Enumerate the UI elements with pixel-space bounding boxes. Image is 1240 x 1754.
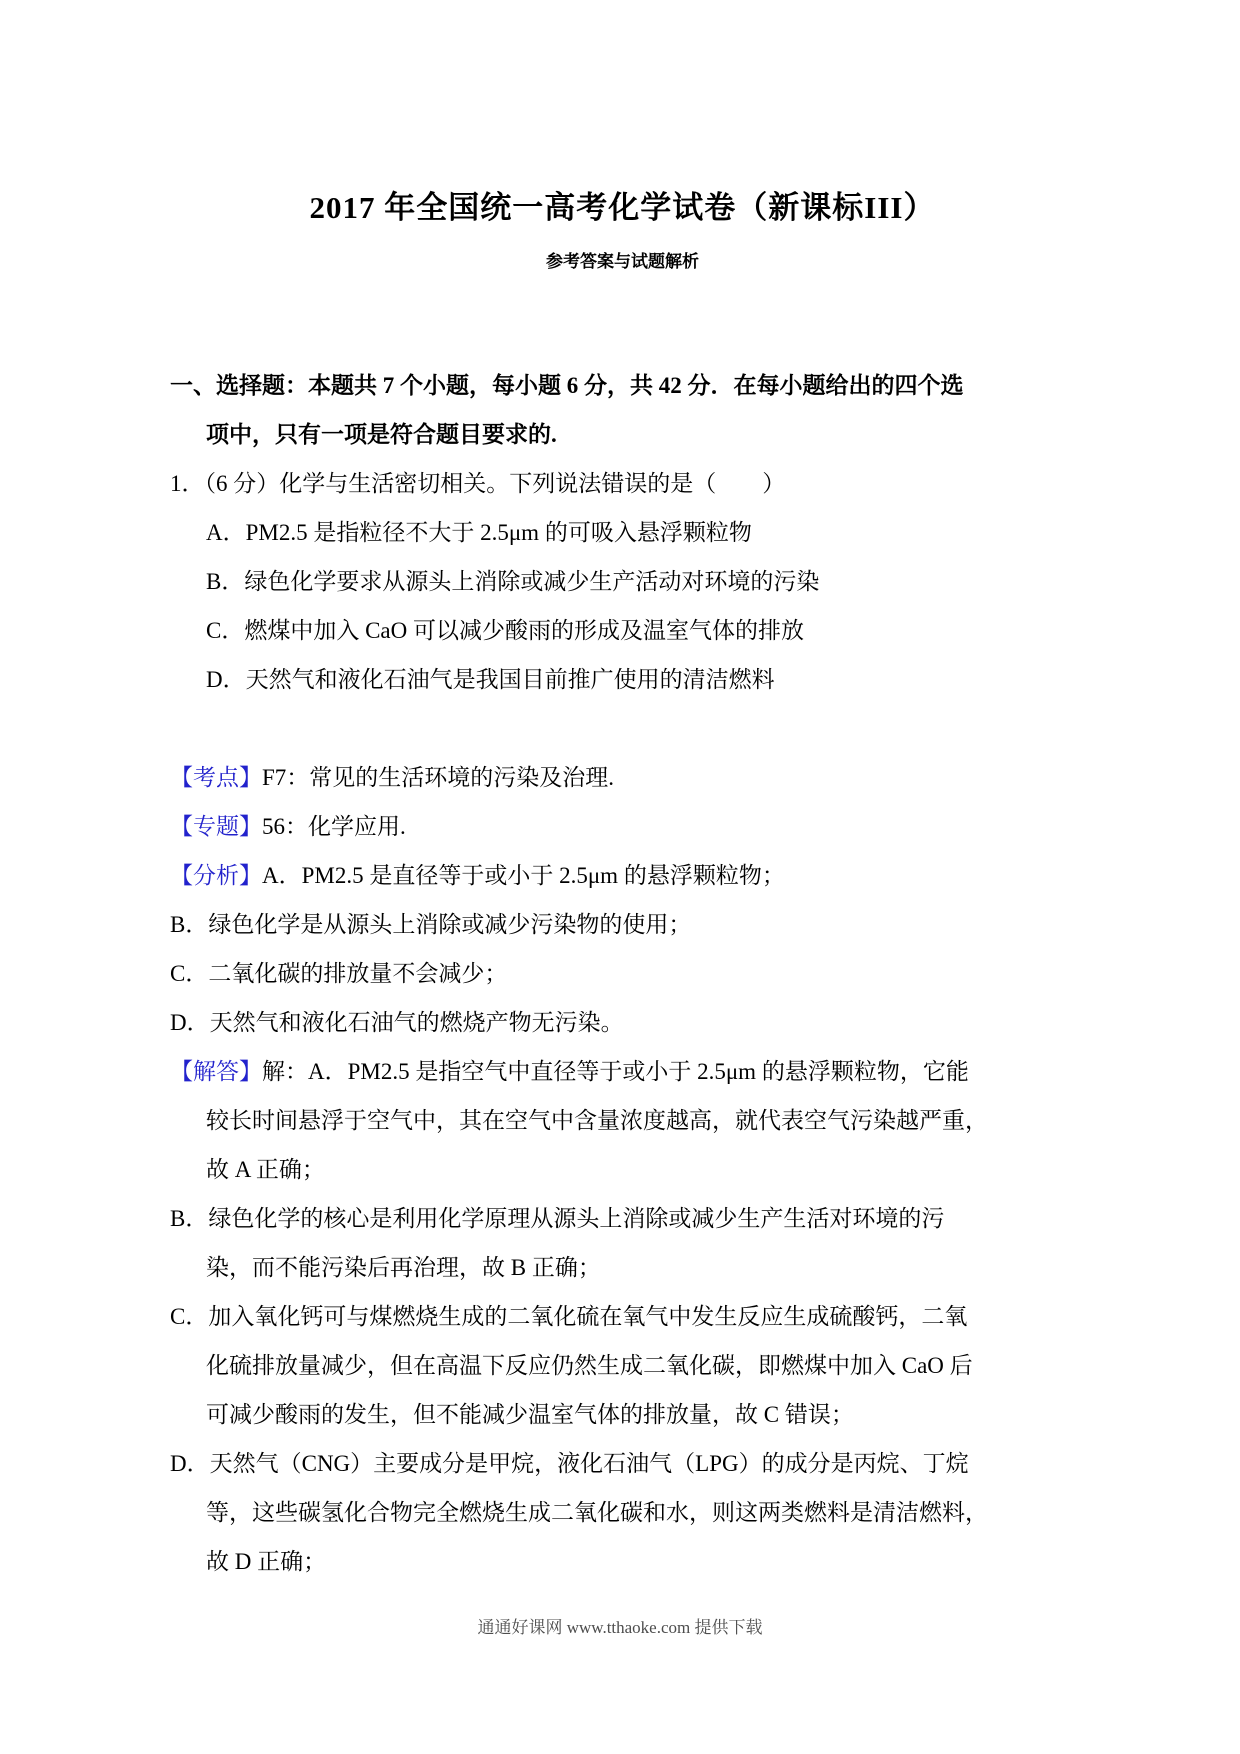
fenxi-first-text: A．PM2.5 是直径等于或小于 2.5μm 的悬浮颗粒物； <box>262 863 785 888</box>
kaodian-line <box>170 753 1075 802</box>
jieda-line-6: 化硫排放量减少，但在高温下反应仍然生成二氧化碳，即燃煤中加入 CaO 后 <box>206 1353 973 1378</box>
question-stem: 1．（6 分）化学与生活密切相关。下列说法错误的是（ ） <box>170 471 786 496</box>
option-c: C．燃煤中加入 CaO 可以减少酸雨的形成及温室气体的排放 <box>206 618 804 643</box>
jieda-tag: 【解答】 <box>170 1059 262 1084</box>
jieda-line-4: 染，而不能污染后再治理，故 B 正确； <box>206 1255 601 1280</box>
zhuanti-line <box>170 802 1075 851</box>
page-title: 2017 年全国统一高考化学试卷（新课标III） <box>309 190 936 225</box>
fenxi-line-b: B．绿色化学是从源头上消除或减少污染物的使用； <box>170 912 692 937</box>
jieda-line-first <box>170 1047 1075 1096</box>
page-footer: 通通好课网 www.tthaoke.com 提供下载 <box>477 1618 763 1637</box>
question-1 <box>170 459 1075 704</box>
jieda-line-10: 故 D 正确； <box>206 1549 327 1574</box>
document-page <box>170 0 1075 1586</box>
jieda-line-5: C．加入氧化钙可与煤燃烧生成的二氧化硫在氧气中发生反应生成硫酸钙，二氧 <box>170 1304 968 1329</box>
fenxi-line-c: C．二氧化碳的排放量不会减少； <box>170 961 508 986</box>
section-instructions <box>170 361 1075 459</box>
document-body <box>170 361 1075 1586</box>
option-d: D．天然气和液化石油气是我国目前推广使用的清洁燃料 <box>206 667 775 692</box>
kaodian-text: F7：常见的生活环境的污染及治理. <box>262 765 615 790</box>
zhuanti-text: 56：化学应用. <box>262 814 406 839</box>
jieda-line-7: 可减少酸雨的发生，但不能减少温室气体的排放量，故 C 错误； <box>206 1402 854 1427</box>
fenxi-line-first <box>170 851 1075 900</box>
fenxi-block <box>170 851 1075 1047</box>
section-heading-line2: 项中，只有一项是符合题目要求的. <box>206 422 557 447</box>
jieda-line-2: 故 A 正确； <box>206 1157 325 1182</box>
jieda-block <box>170 1047 1075 1586</box>
blank-line <box>170 704 1075 753</box>
jieda-line-8: D．天然气（CNG）主要成分是甲烷，液化石油气（LPG）的成分是丙烷、丁烷 <box>170 1451 969 1476</box>
jieda-line-1: 较长时间悬浮于空气中，其在空气中含量浓度越高，就代表空气污染越严重， <box>206 1108 988 1133</box>
option-a: A．PM2.5 是指粒径不大于 2.5μm 的可吸入悬浮颗粒物 <box>206 520 752 545</box>
option-b: B．绿色化学要求从源头上消除或减少生产活动对环境的污染 <box>206 569 820 594</box>
fenxi-line-d: D．天然气和液化石油气的燃烧产物无污染。 <box>170 1010 624 1035</box>
zhuanti-tag: 【专题】 <box>170 814 262 839</box>
page-subtitle: 参考答案与试题解析 <box>546 252 699 271</box>
jieda-line-3: B．绿色化学的核心是利用化学原理从源头上消除或减少生产生活对环境的污 <box>170 1206 945 1231</box>
section-heading-line1: 一、选择题：本题共 7 个小题，每小题 6 分，共 42 分．在每小题给出的四个选 <box>170 373 964 398</box>
jieda-first-text: 解：A．PM2.5 是指空气中直径等于或小于 2.5μm 的悬浮颗粒物，它能 <box>262 1059 969 1084</box>
fenxi-tag: 【分析】 <box>170 863 262 888</box>
kaodian-tag: 【考点】 <box>170 765 262 790</box>
jieda-line-9: 等，这些碳氢化合物完全燃烧生成二氧化碳和水，则这两类燃料是清洁燃料， <box>206 1500 988 1525</box>
